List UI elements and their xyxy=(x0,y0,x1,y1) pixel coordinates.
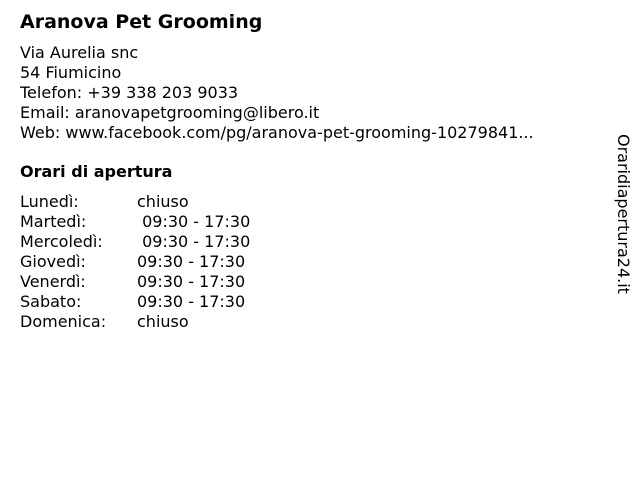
hours-time: 09:30 - 17:30 xyxy=(137,292,246,311)
hours-day: Domenica: xyxy=(20,312,107,331)
web-label: Web: xyxy=(20,123,66,142)
hours-row-sunday xyxy=(20,312,600,332)
hours-row-wednesday xyxy=(20,232,600,252)
city-address: 54 Fiumicino xyxy=(20,63,122,82)
hours-time: chiuso xyxy=(137,312,189,331)
business-card xyxy=(20,10,600,332)
hours-time: 09:30 - 17:30 xyxy=(137,272,246,291)
email-line xyxy=(20,103,600,123)
hours-day: Martedì: xyxy=(20,212,87,231)
site-watermark: Oraridiapertura24.it xyxy=(614,134,633,294)
hours-day: Mercoledì: xyxy=(20,232,103,251)
hours-row-friday xyxy=(20,272,600,292)
hours-row-thursday xyxy=(20,252,600,272)
opening-hours-heading: Orari di apertura xyxy=(20,162,173,181)
hours-time: 09:30 - 17:30 xyxy=(137,252,246,271)
hours-day: Venerdì: xyxy=(20,272,86,291)
hours-time: 09:30 - 17:30 xyxy=(137,212,251,231)
hours-time: 09:30 - 17:30 xyxy=(137,232,251,251)
hours-row-monday xyxy=(20,192,600,212)
phone-line[interactable]: Telefon: +39 338 203 9033 xyxy=(20,83,239,102)
hours-day: Lunedì: xyxy=(20,192,79,211)
email-label: Email: xyxy=(20,103,75,122)
hours-row-saturday xyxy=(20,292,600,312)
opening-hours-table xyxy=(20,192,600,332)
web-line xyxy=(20,123,600,143)
hours-day: Giovedì: xyxy=(20,252,86,271)
web-link[interactable]: www.facebook.com/pg/aranova-pet-grooming-10279841... xyxy=(65,123,534,142)
email-link[interactable]: aranovapetgrooming@libero.it xyxy=(74,103,320,122)
business-name: Aranova Pet Grooming xyxy=(20,11,263,33)
hours-row-tuesday xyxy=(20,212,600,232)
street-address: Via Aurelia snc xyxy=(20,43,139,62)
hours-time: chiuso xyxy=(137,192,189,211)
hours-day: Sabato: xyxy=(20,292,82,311)
